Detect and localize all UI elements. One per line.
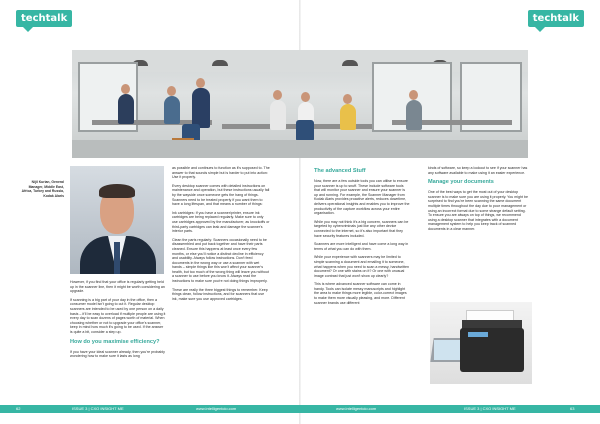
page-number: 62 (16, 406, 21, 411)
office-photo (72, 50, 528, 158)
portrait-photo (70, 166, 164, 274)
paragraph: These are really the three biggest things to remember. Keep things clean, follow instructions, and for scanners that use ink, make sure you use approved cartridges. (172, 287, 268, 301)
paragraph: This is where advanced scanner software can come in handy. Tools can isolate messy manuscripts and highlight the area to make things more legible, color-correct images to make them more visually pleasing, and more. Different scanner brands use different (314, 282, 407, 305)
footer-right (300, 405, 600, 413)
issue-label: ISSUE 3 | CXO INSIGHT ME (464, 406, 516, 411)
paragraph: If you have your ideal scanner already, then you're probably wondering how to make sure it lasts as long (70, 349, 165, 359)
techtalk-logo: techtalk (528, 10, 584, 27)
paragraph: If scanning is a big part of your day in the office, then a consumer model isn't going to cut it. Regular desktop scanners are intended to be used by one person on a daily basis – it'll be easy to overload if multiple people are using it every day to scan dozens of pages worth of material. When choosing whether or not to upgrade your office's scanner, keep in mind how much it's going to be used. If the answer is quite a bit, consider a step up. (70, 297, 166, 334)
footer-url[interactable]: www.intelligentcio.com (196, 406, 237, 411)
paragraph: While you may not think it's a big concern, scanners can be targeted by cybercriminals just like any other device connected to the internet, so it's also important that they have security features included. (314, 219, 409, 238)
printer-photo (430, 302, 532, 384)
paragraph: While your experience with scanners may be limited to simple scanning a document and emailing it to someone, what happens when you need to scan a messy, handwritten document? Or one with stains on it? Or one with unusual image contrast that just won't show up clearly? (314, 255, 410, 278)
footer-url[interactable]: www.intelligentcio.com (336, 406, 377, 411)
paragraph: as possible and continues to function as it's supposed to. The answer to that sounds simple but is harder to put into action: Use it properly. (172, 166, 270, 180)
paragraph: kinds of software, so keep a lookout to see if your scanner has any software available to make using it an easier experience. (428, 166, 528, 175)
article-column-1 (70, 280, 166, 363)
paragraph: Scanners are more intelligent and have come a long way in terms of what you can do with them. (314, 242, 409, 251)
article-column-4 (428, 166, 528, 236)
photo-caption: Nijil Kurian, General Manager, Middle East, Africa, Turkey and Russia, Kodak Alaris (21, 180, 64, 198)
footer-left (0, 405, 300, 413)
issue-label: ISSUE 3 | CXO INSIGHT ME (72, 406, 124, 411)
paragraph: Every desktop scanner comes with detailed instructions on maintenance and operation, but these instructions usually fall by the wayside once someone gets the hang of things. Scanners need to be treated properly if you want them to have a long lifespan, and that means a number of things: (172, 183, 270, 207)
paragraph: However, if you find that your office is regularly getting held up in the scanner line, then it might be worth considering an upgrade. (70, 280, 165, 294)
techtalk-logo: techtalk (16, 10, 72, 27)
paragraph: Now, there are a few outside tools you can utilise to ensure your scanner is up to snuff. These include software tools that will monitor your scanner and ensure your scanner is up and running. For example, the Scanner Manager from Kodak Alaris provides proactive alerts, reduces downtime, delivers operational insights and enables you to improve the productivity of the capture workflow across your entire organisation. (314, 179, 410, 216)
section-heading: Manage your documents (428, 179, 494, 186)
section-heading: How do you maximise efficiency? (70, 338, 160, 345)
paragraph: Clean the parts regularly: Scanners occasionally need to be disassembled and put back together and have their parts cleaned. Ensure this happens at least once every few months, or else you'll notice a distinct decline in efficiency and usability. Always follow instructions. Don't feed documents in the wrong way or use a scanner with wet hands – simple things like this won't affect your scanner's health, but too much of the wrong thing will leave you without a scanner to use before you know it. Always read the instructions to make sure you're not doing things improperly. (172, 237, 269, 284)
paragraph: One of the best ways to get the most out of your desktop scanner is to make sure you are using it properly. You might be surprised to find you're been scanning the same document multiple times throughout the day due to poor management or using an incorrect format due to some strange default setting. To ensure you are always on top of things, we recommend using a desktop scanner that integrates with a document management system to help you keep track of scanned documents in a clear manner. (428, 190, 529, 231)
page-number: 63 (570, 406, 575, 411)
paragraph: Ink cartridges: If you have a scanner/printer, ensure ink cartridges are being replaced regularly. Make sure to only use cartridges approved by the manufacturer, as knockoffs or third-party cartridges can leak and damage the scanner's interior parts. (172, 210, 270, 234)
article-column-2 (172, 166, 270, 305)
section-heading: The advanced Stuff (314, 168, 366, 174)
article-column-3 (314, 166, 410, 309)
